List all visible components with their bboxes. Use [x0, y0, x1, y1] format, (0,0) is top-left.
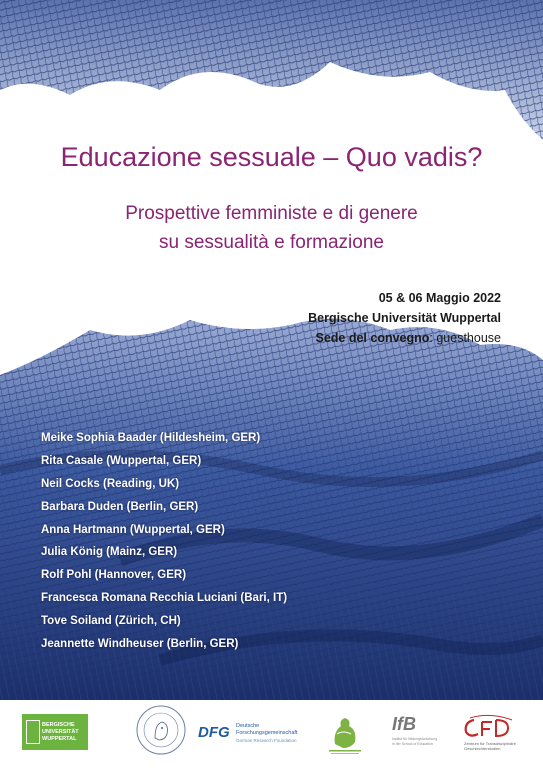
speaker-item: Francesca Romana Recchia Luciani (Bari, IT) — [41, 592, 288, 605]
gender-studies-caption: Zentrum für Transdisziplinäre Geschlechterstudien — [464, 741, 516, 751]
speaker-item: Rolf Pohl (Hannover, GER) — [41, 569, 187, 582]
gender-studies-mark-icon — [460, 714, 520, 740]
uni-logo-line-3: WUPPERTAL — [42, 736, 77, 742]
event-university: Bergische Universität Wuppertal — [308, 311, 501, 325]
speaker-list — [41, 428, 287, 657]
venue-label: Sede del convegno — [315, 331, 430, 345]
venue-value: : guesthouse — [429, 331, 501, 345]
gender-studies-logo — [460, 714, 520, 754]
sponsor-logo-bar — [0, 700, 543, 768]
humboldt-university-seal-icon — [135, 704, 187, 756]
uni-logo-line-2: UNIVERSITÄT — [42, 729, 79, 735]
event-venue — [308, 328, 501, 348]
subtitle-line-1: Prospettive femministe e di genere — [125, 203, 418, 224]
ifb-caption: Institut für Bildungsforschung in der School of Education — [392, 737, 438, 746]
event-info — [308, 288, 501, 348]
speaker-item: Jeannette Windheuser (Berlin, GER) — [41, 638, 239, 651]
dfg-line-1: Deutsche — [236, 723, 260, 729]
speaker-item: Rita Casale (Wuppertal, GER) — [41, 454, 202, 467]
lion-crest-icon — [325, 712, 365, 756]
dfg-mark: DFG — [198, 724, 230, 741]
speaker-item: Barbara Duden (Berlin, GER) — [41, 500, 199, 513]
speaker-item: Meike Sophia Baader (Hildesheim, GER) — [41, 432, 261, 444]
speaker-item: Julia König (Mainz, GER) — [41, 546, 178, 559]
poster-title: Educazione sessuale – Quo vadis? — [60, 142, 483, 172]
speaker-item: Tove Soiland (Zürich, CH) — [41, 615, 181, 628]
ifb-logo — [390, 714, 440, 754]
dfg-logo — [198, 722, 308, 746]
dfg-line-2: Forschungsgemeinschaft — [236, 729, 298, 736]
ifb-mark: IfB — [392, 714, 416, 734]
uni-logo-line-1: BERGISCHE — [42, 722, 75, 728]
speaker-item: Anna Hartmann (Wuppertal, GER) — [41, 523, 225, 536]
wuppertal-university-logo — [22, 714, 88, 750]
event-date: 05 & 06 Maggio 2022 — [378, 291, 501, 305]
subtitle-line-2: su sessualità e formazione — [159, 232, 384, 253]
dfg-english-name: German Research Foundation — [236, 738, 297, 743]
speaker-item: Neil Cocks (Reading, UK) — [41, 477, 180, 490]
university-shield-icon — [26, 720, 40, 744]
